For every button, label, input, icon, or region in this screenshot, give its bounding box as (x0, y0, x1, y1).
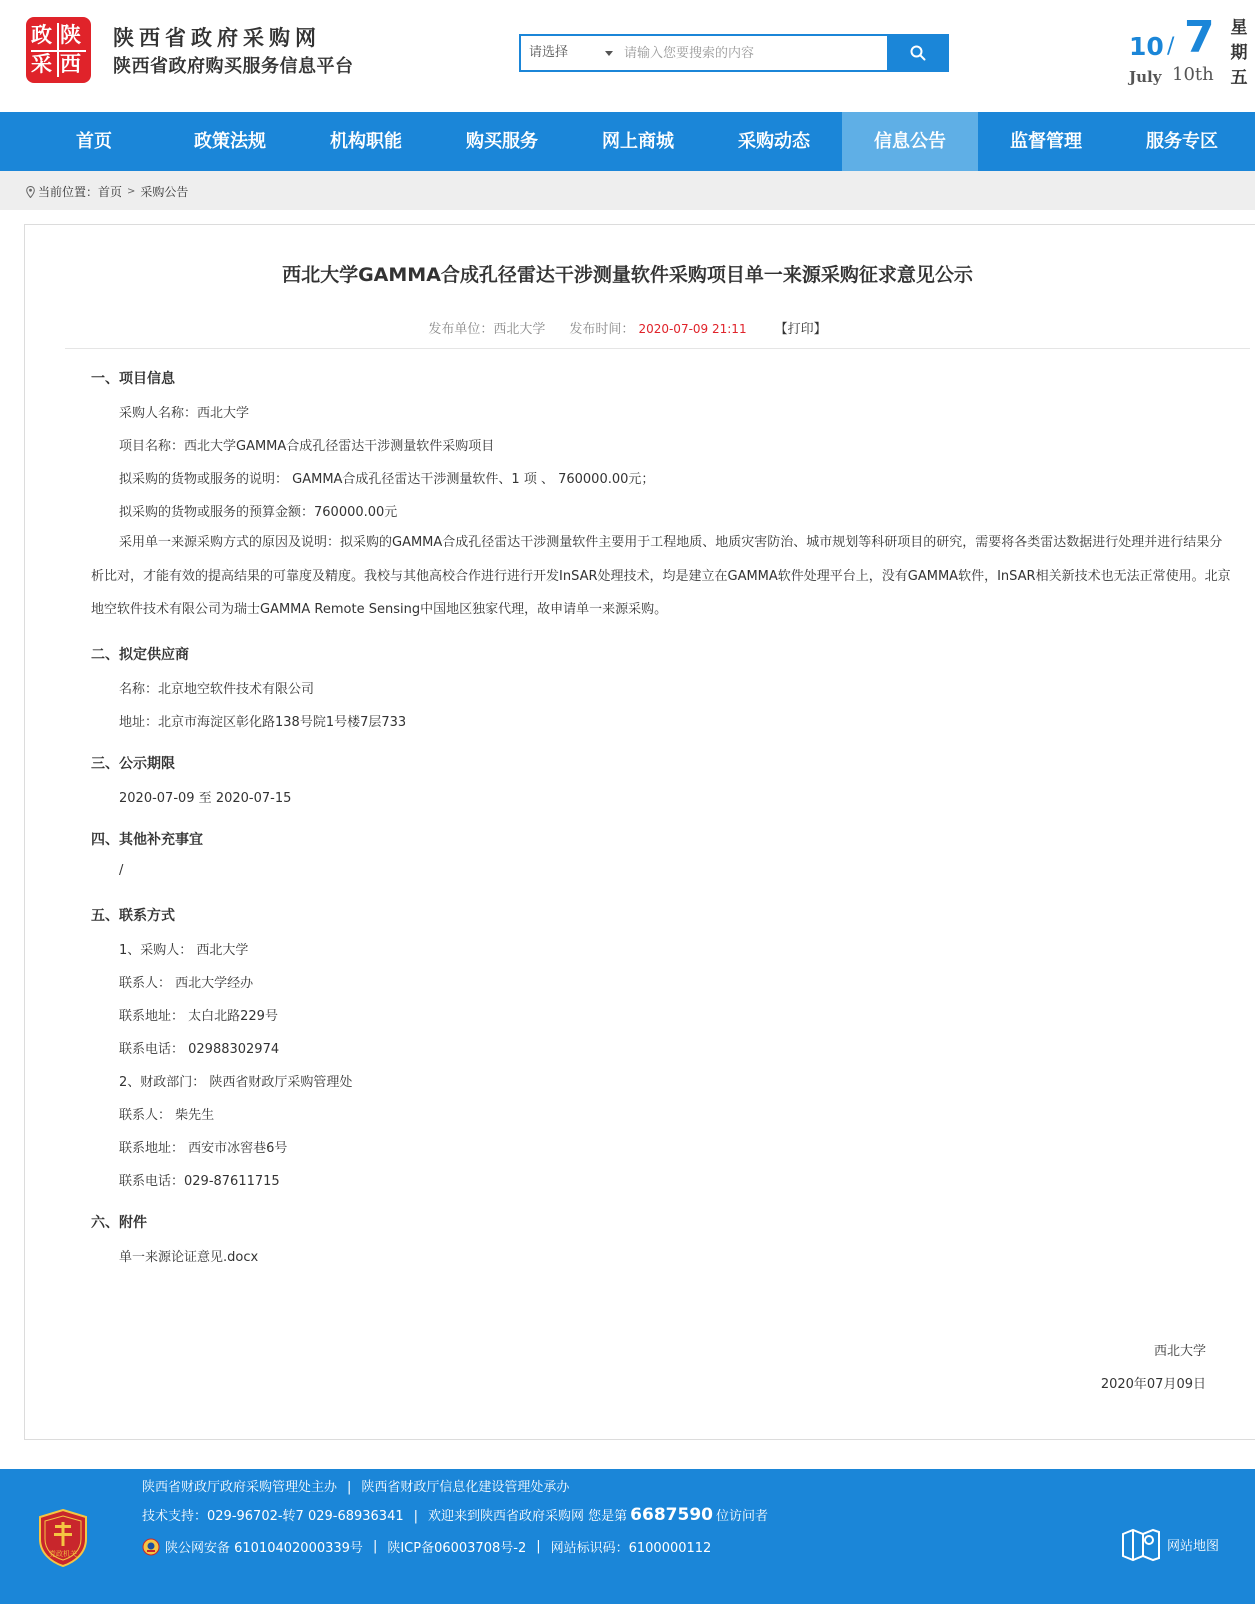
breadcrumb-current-link[interactable]: 采购公告 (140, 185, 189, 199)
supplementary-text: / (119, 863, 124, 878)
procurement-reason: 采用单一来源采购方式的原因及说明：拟采购的GAMMA合成孔径雷达干涉测量软件主要用于工程地质、地质灾害防治、城市规划等科研项目的研究，需要将各类雷达数据进行处理并进行结果分析比对，才能有效的提高结果的可靠度及精度。我校与其他高校合作进行进行开发InSAR处理技术，均是建立在GAMMA软件处理平台上，没有GAMMA软件，InSAR相关新技术也无法正常使用。北京地空软件技术有限公司为瑞士GAMMA Remote Sensing中国地区独家代理，故申请单一来源采购。 (91, 535, 1231, 617)
budget-amount: 拟采购的货物或服务的预算金额：760000.00元 (119, 505, 398, 520)
nav-item-service-zone[interactable]: 服务专区 (1146, 131, 1218, 152)
location-pin-icon (26, 186, 35, 198)
nav-item-home[interactable]: 首页 (76, 131, 112, 152)
footer-host: 陕西省财政厅政府采购管理处主办 (142, 1480, 338, 1495)
logo-divider (31, 50, 86, 52)
section-heading: 四、其他补充事宜 (91, 832, 203, 848)
breadcrumb-prefix: 当前位置： (38, 185, 99, 199)
contact-line: 联系地址： 西安市冰窖巷6号 (119, 1141, 288, 1156)
police-record[interactable]: 陕公网安备 61010402000339号 (165, 1541, 363, 1556)
logo-char: 政 (31, 23, 52, 47)
section-heading: 二、拟定供应商 (91, 647, 189, 663)
date-ordinal: 10th (1172, 64, 1214, 85)
main-nav (0, 112, 1255, 171)
site-title: 陕西省政府采购网 (113, 26, 321, 50)
map-icon (1121, 1526, 1161, 1562)
footer-welcome-pre: 欢迎来到陕西省政府采购网 您是第 (428, 1509, 628, 1524)
breadcrumb-separator: > (127, 186, 136, 197)
weekday-char: 期 (1230, 43, 1248, 63)
signature-org: 西北大学 (1153, 1344, 1206, 1359)
contact-line: 联系人： 西北大学经办 (119, 976, 254, 991)
nav-item-announcements[interactable]: 信息公告 (842, 112, 978, 171)
nav-item-services[interactable]: 购买服务 (466, 131, 538, 152)
logo-char: 陕 (60, 23, 81, 47)
section-heading: 三、公示期限 (91, 756, 175, 772)
police-emblem-icon (142, 1538, 160, 1556)
footer-separator: | (372, 1539, 378, 1554)
publish-time-label: 发布时间： (569, 322, 635, 337)
icp-record[interactable]: 陕ICP备06003708号-2 (387, 1541, 527, 1556)
date-slash: / (1167, 34, 1175, 59)
print-link[interactable]: 【打印】 (774, 322, 827, 337)
date-display (1129, 12, 1249, 96)
search-input[interactable] (624, 36, 874, 70)
section-heading: 一、项目信息 (91, 371, 175, 387)
footer-support: 技术支持：029-96702-转7 029-68936341 (142, 1509, 404, 1524)
section-heading: 五、联系方式 (91, 908, 175, 924)
notice-period: 2020-07-09 至 2020-07-15 (119, 791, 292, 806)
contact-line: 联系电话：029-87611715 (119, 1174, 280, 1189)
article-meta (25, 318, 1230, 337)
contact-line: 联系人： 柴先生 (119, 1108, 215, 1123)
site-footer (0, 1469, 1255, 1604)
date-month-number: 10 (1129, 32, 1164, 61)
footer-separator: | (413, 1509, 419, 1524)
footer-separator: | (536, 1539, 541, 1554)
publisher-value: 西北大学 (493, 322, 546, 337)
site-id: 网站标识码：6100000112 (550, 1541, 712, 1556)
search-icon (910, 45, 926, 61)
site-logo[interactable] (26, 17, 91, 83)
signature-date: 2020年07月09日 (1100, 1377, 1206, 1392)
visitor-count: 6687590 (630, 1505, 713, 1525)
site-subtitle: 陕西省政府购买服务信息平台 (113, 56, 354, 77)
article-panel (24, 224, 1255, 1440)
badge-text: 党政机关 (49, 1550, 77, 1558)
title-divider (65, 348, 1250, 349)
logo-char: 西 (60, 52, 81, 76)
breadcrumb (26, 183, 188, 200)
site-header (0, 0, 1255, 112)
nav-item-policy[interactable]: 政策法规 (194, 131, 266, 152)
footer-host-line (142, 1476, 569, 1495)
nav-item-supervision[interactable]: 监督管理 (1010, 131, 1082, 152)
publish-time-value: 2020-07-09 21:11 (638, 322, 747, 336)
article-title: 西北大学GAMMA合成孔径雷达干涉测量软件采购项目单一来源采购征求意见公示 (282, 264, 973, 286)
search-category-select[interactable]: 请选择 (529, 45, 569, 60)
attachment-link[interactable]: 单一来源论证意见.docx (119, 1250, 259, 1265)
weekday-char: 五 (1230, 68, 1248, 88)
footer-undertake: 陕西省财政厅信息化建设管理处承办 (361, 1480, 570, 1495)
publisher-label: 发布单位： (428, 322, 494, 337)
section-heading: 六、附件 (91, 1215, 147, 1231)
project-name: 项目名称：西北大学GAMMA合成孔径雷达干涉测量软件采购项目 (119, 439, 495, 454)
supplier-name: 名称：北京地空软件技术有限公司 (119, 682, 315, 697)
sitemap-link[interactable] (1121, 1526, 1219, 1562)
contact-line: 1、采购人： 西北大学 (119, 943, 249, 958)
nav-item-news[interactable]: 采购动态 (738, 131, 810, 152)
breadcrumb-bar (0, 171, 1255, 210)
breadcrumb-home-link[interactable]: 首页 (98, 185, 123, 199)
party-government-badge-icon[interactable] (38, 1509, 88, 1567)
contact-line: 联系地址： 太白北路229号 (119, 1009, 278, 1024)
date-month-name: July (1129, 68, 1162, 86)
footer-record-line (142, 1537, 711, 1556)
footer-welcome-post: 位访问者 (715, 1509, 768, 1524)
logo-char: 采 (31, 52, 52, 76)
buyer-name: 采购人名称：西北大学 (119, 406, 250, 421)
contact-line: 2、财政部门： 陕西省财政厅采购管理处 (119, 1075, 353, 1090)
search-button[interactable] (887, 34, 949, 72)
sitemap-label: 网站地图 (1167, 1538, 1220, 1554)
nav-item-institutions[interactable]: 机构职能 (330, 131, 402, 152)
date-day: 7 (1184, 12, 1215, 63)
contact-line: 联系电话： 02988302974 (119, 1042, 280, 1057)
search-bar (519, 34, 949, 72)
footer-support-line (142, 1505, 768, 1525)
date-weekday (1230, 16, 1248, 91)
weekday-char: 星 (1230, 18, 1248, 38)
goods-description: 拟采购的货物或服务的说明： GAMMA合成孔径雷达干涉测量软件、1 项 、 760000.00元； (119, 472, 655, 487)
nav-item-mall[interactable]: 网上商城 (602, 131, 674, 152)
supplier-address: 地址：北京市海淀区彰化路138号院1号楼7层733 (119, 715, 407, 730)
footer-separator: | (347, 1480, 352, 1495)
chevron-down-icon[interactable] (605, 51, 613, 56)
